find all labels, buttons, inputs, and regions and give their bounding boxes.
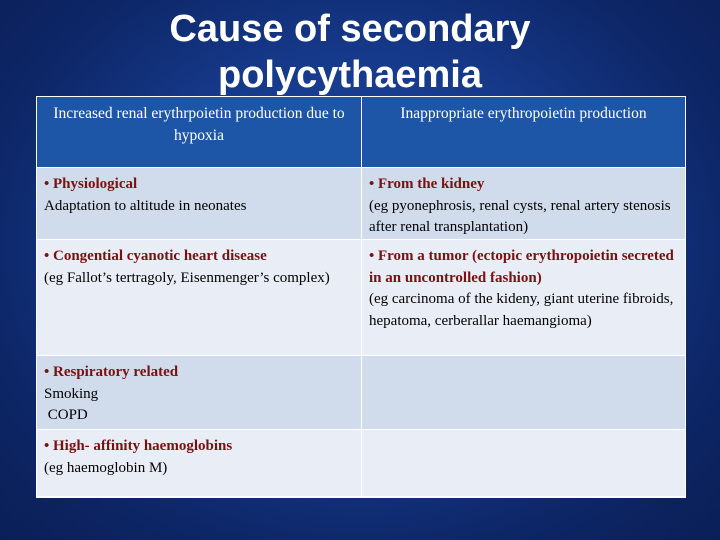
slide-title [0, 6, 700, 98]
table-cell-tumor [362, 240, 685, 355]
cell-bullet: • Congential cyanotic heart disease [44, 248, 267, 264]
table-cell-kidney [362, 168, 685, 239]
cell-text: COPD [44, 407, 88, 423]
cell-bullet: • Physiological [44, 176, 138, 192]
table-cell-physiological [37, 168, 361, 239]
cell-text: Smoking [44, 385, 99, 402]
cell-bullet: • Respiratory related [44, 364, 179, 380]
slide-title-line-1: Cause of secondary [169, 8, 531, 50]
table-cell-empty [362, 356, 685, 429]
table-cell-respiratory [37, 356, 361, 429]
cell-bullet: • High- affinity haemoglobins [44, 438, 233, 454]
cell-text: Adaptation to altitude in neonates [44, 197, 247, 214]
table-header-right: Inappropriate erythropoietin production [362, 97, 685, 167]
table-cell-cyanotic-heart [37, 240, 361, 355]
causes-table [36, 96, 686, 498]
cell-text: (eg pyonephrosis, renal cysts, renal artery stenosis after renal transplantation) [369, 197, 671, 235]
cell-bullet: • From a tumor (ectopic erythropoietin secreted in an uncontrolled fashion) [369, 248, 674, 286]
cell-text: (eg haemoglobin M) [44, 459, 168, 476]
slide-title-line-2: polycythaemia [218, 54, 482, 96]
cell-text: (eg carcinoma of the kideny, giant uterine fibroids, hepatoma, cerberallar haemangioma) [369, 291, 674, 329]
table-header-left: Increased renal erythrpoietin production due to hypoxia [37, 97, 361, 167]
cell-bullet: • From the kidney [369, 176, 485, 192]
table-cell-empty [362, 430, 685, 496]
table-cell-high-affinity [37, 430, 361, 496]
cell-text: (eg Fallot’s tertragoly, Eisenmenger’s complex) [44, 269, 330, 286]
